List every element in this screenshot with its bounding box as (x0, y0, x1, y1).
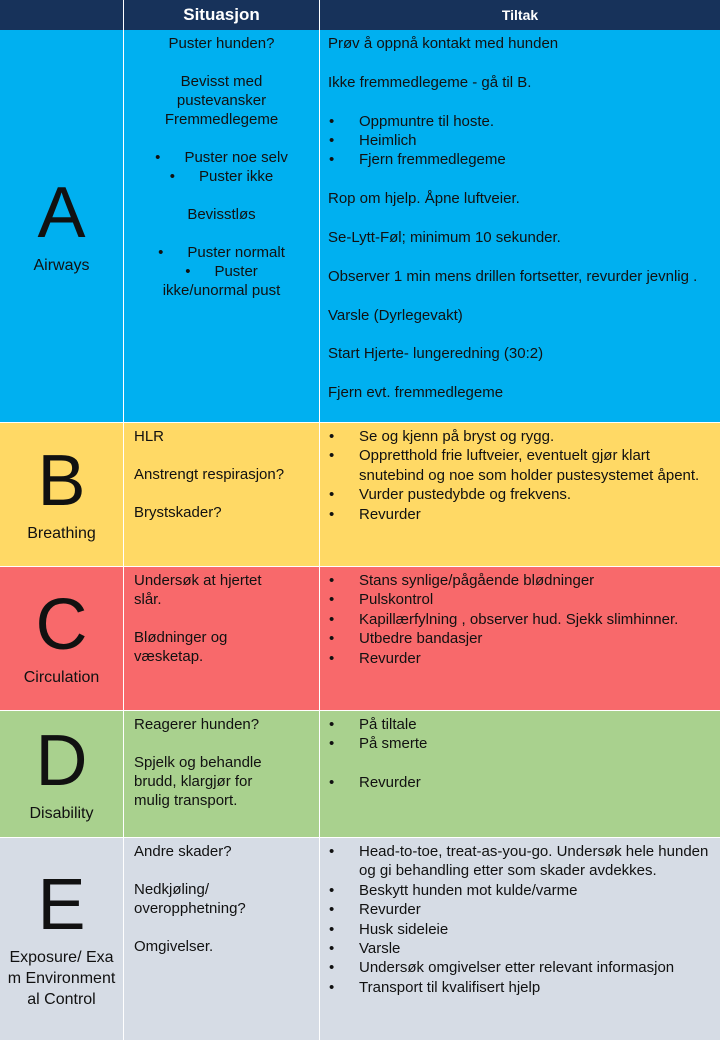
d-sit-2: Spjelk og behandle brudd, klargjør for mulig transport. (134, 754, 262, 809)
b-act-li-4: • Revurder (328, 505, 710, 524)
a-act-list (328, 112, 710, 170)
name-disability: Disability (29, 804, 94, 822)
row-a-actions (320, 30, 720, 423)
a-sit-bullet-4: • Puster ikke/unormal pust (130, 262, 313, 300)
b-sit-3: Brystskader? (134, 504, 222, 521)
a-sit-bullet-1: • Puster noe selv (130, 148, 313, 167)
e-act-li-7: • Transport til kvalifisert hjelp (328, 978, 710, 997)
row-e-situation (124, 838, 320, 1040)
a-act-li-1: • Oppmuntre til hoste. (328, 112, 710, 131)
a-act-8: Fjern evt. fremmedlegeme (328, 384, 504, 402)
d-act-li-3: • Revurder (328, 773, 710, 792)
row-d-letter-cell (0, 711, 124, 838)
a-sit-bullet-2: • Puster ikke (130, 167, 313, 186)
header-action: Tiltak (320, 0, 720, 30)
c-act-li-2: • Pulskontrol (328, 590, 710, 609)
a-sit-unconscious: Bevisstløs (187, 206, 256, 223)
header-situation: Situasjon (124, 0, 320, 30)
e-sit-1: Andre skader? (134, 843, 232, 860)
a-act-li-2: • Heimlich (328, 131, 710, 150)
b-sit-2: Anstrengt respirasjon? (134, 466, 285, 483)
b-act-li-2: • Oppretthold frie luftveier, eventuelt gjør klart snutebind og noe som holder pustesystemet åpent. (328, 446, 710, 485)
b-act-list (328, 427, 710, 524)
row-d-situation (124, 711, 320, 838)
e-act-li-1: • Head-to-toe, treat-as-you-go. Undersøk hele hunden og gi behandling etter som skader avdekkes. (328, 842, 710, 881)
name-exposure: Exposure/ Exam Environmental Control (7, 948, 116, 1008)
letter-e: E (37, 864, 86, 945)
b-act-li-1: • Se og kjenn på bryst og rygg. (328, 427, 710, 446)
a-act-7: Start Hjerte- lungeredning (30:2) (328, 345, 544, 363)
e-act-li-3: • Revurder (328, 900, 710, 919)
e-act-li-2: • Beskytt hunden mot kulde/varme (328, 881, 710, 900)
a-sit-bullet-3: • Puster normalt (130, 243, 313, 262)
a-act-6: Varsle (Dyrlegevakt) (328, 306, 463, 324)
b-act-li-3: • Vurder pustedybde og frekvens. (328, 485, 710, 504)
c-sit-2: Blødninger og væsketap. (134, 629, 228, 665)
c-act-li-4: • Utbedre bandasjer (328, 629, 710, 648)
letter-c: C (35, 585, 88, 665)
e-sit-3: Omgivelser. (134, 938, 214, 955)
e-act-li-4: • Husk sideleie (328, 920, 710, 939)
letter-a: A (37, 172, 86, 253)
letter-d: D (35, 720, 88, 801)
a-act-5: Observer 1 min mens drillen fortsetter, revurder jevnlig . (328, 267, 698, 285)
a-act-4: Se-Lytt-Føl; minimum 10 sekunder. (328, 229, 561, 246)
c-act-li-5: • Revurder (328, 649, 710, 668)
e-act-li-5: • Varsle (328, 939, 710, 958)
c-act-list (328, 571, 710, 668)
row-a-letter-cell (0, 30, 124, 423)
d-act-list-2 (328, 773, 710, 792)
row-d-actions (320, 711, 720, 838)
e-sit-2: Nedkjøling/ overopphetning? (134, 881, 246, 917)
d-sit-1: Reagerer hunden? (134, 716, 260, 733)
row-c-letter-cell (0, 567, 124, 711)
c-act-li-3: • Kapillærfylning , observer hud. Sjekk slimhinner. (328, 610, 710, 629)
header-empty-cell (0, 0, 124, 30)
e-act-list (328, 842, 710, 997)
a-act-li-3: • Fjern fremmedlegeme (328, 150, 710, 169)
name-circulation: Circulation (23, 669, 100, 686)
name-breathing: Breathing (27, 525, 96, 542)
c-sit-1: Undersøk at hjertet slår. (134, 572, 262, 608)
a-act-2: Ikke fremmedlegeme - gå til B. (328, 73, 532, 91)
row-c-situation (124, 567, 320, 711)
c-act-li-1: • Stans synlige/pågående blødninger (328, 571, 710, 590)
row-a-situation (124, 30, 320, 423)
a-sit-conscious: Bevisst med pustevansker Fremmedlegeme (164, 73, 279, 128)
row-b-letter-cell (0, 423, 124, 567)
row-c-actions (320, 567, 720, 711)
row-b-situation (124, 423, 320, 567)
d-act-list (328, 715, 710, 754)
e-act-li-6: • Undersøk omgivelser etter relevant informasjon (328, 958, 710, 977)
row-e-actions (320, 838, 720, 1040)
row-e-letter-cell (0, 838, 124, 1040)
d-act-li-1: • På tiltale (328, 715, 710, 734)
name-airways: Airways (33, 256, 90, 274)
a-act-3: Rop om hjelp. Åpne luftveier. (328, 190, 520, 208)
row-b-actions (320, 423, 720, 567)
a-sit-question: Puster hunden? (168, 35, 275, 52)
letter-b: B (37, 441, 86, 521)
d-act-li-2: • På smerte (328, 734, 710, 753)
a-act-1: Prøv å oppnå kontakt med hunden (328, 35, 559, 52)
b-sit-1: HLR (134, 428, 165, 445)
